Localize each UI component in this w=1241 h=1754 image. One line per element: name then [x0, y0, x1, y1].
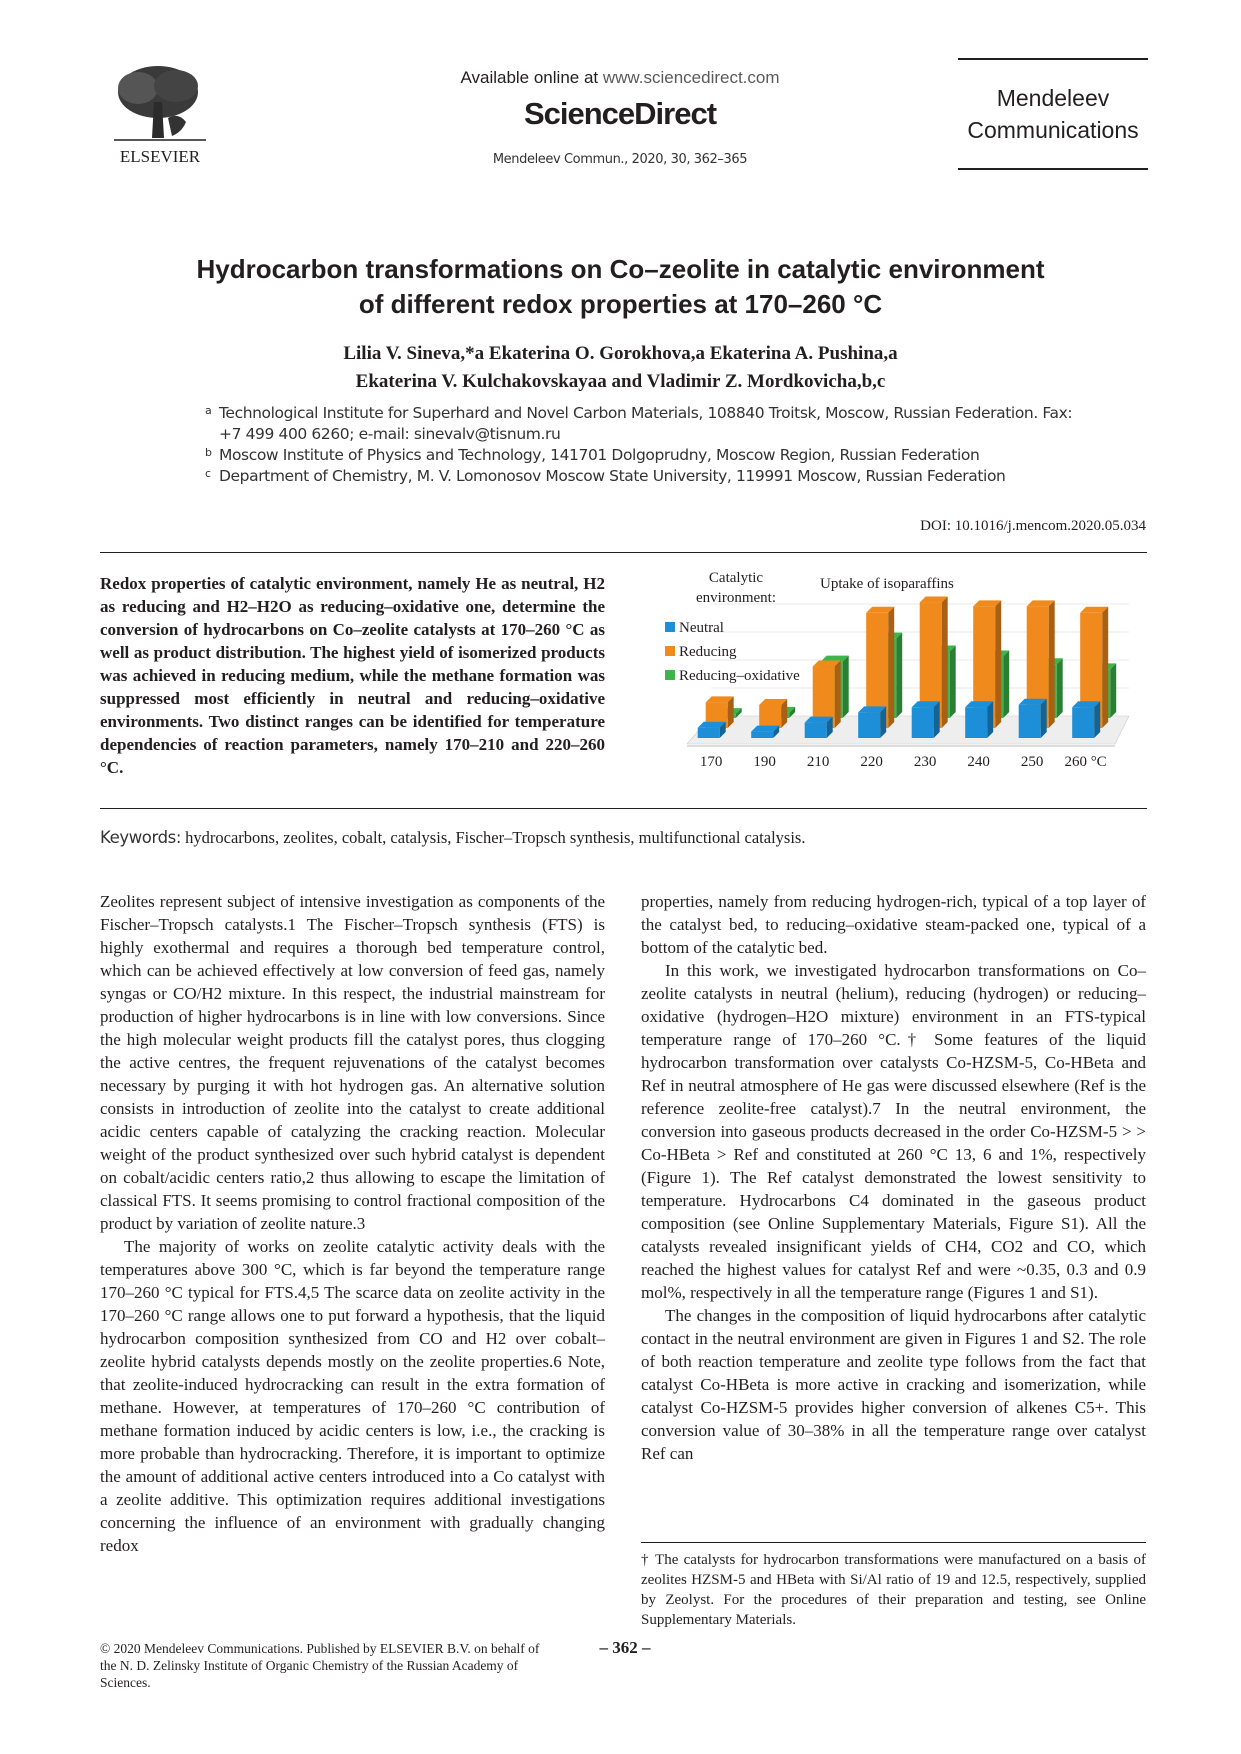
article-title	[100, 252, 1141, 322]
available-prefix: Available online at	[460, 68, 603, 87]
bar-neutral-240	[965, 701, 993, 738]
bar-reducing-190	[759, 699, 787, 728]
keywords	[100, 828, 1147, 848]
journal-masthead	[958, 58, 1148, 170]
title-line2: of different redox properties at 170–260 °C	[358, 289, 883, 319]
page-number: – 362 –	[599, 1638, 651, 1657]
authors-line2: Ekaterina V. Kulchakovskayaa and Vladimir Z. Mordkovicha,b,c	[355, 371, 886, 392]
keywords-label: Keywords:	[100, 828, 182, 847]
x-tick-label: 240	[967, 754, 990, 770]
abstract-text: Redox properties of catalytic environment, namely He as neutral, H2 as reducing and H2–H2O as reducing–oxidative one, determine the conversion of hydrocarbons on Co–zeolite catalysts at 170–260 °C as well as product distribution. The highest yield of isomerized products was achieved in reducing medium, while the methane formation was suppressed most efficiently in neutral and reducing–oxidative environments. Two distinct ranges can be identified for temperature dependencies of reaction parameters, namely 170–210 and 220–260 °C.	[100, 574, 605, 777]
available-online	[420, 68, 820, 88]
journal-citation: Mendeleev Commun., 2020, 30, 362–365	[492, 152, 748, 167]
x-tick-label: 260 °C	[1064, 754, 1107, 770]
title-line1: Hydrocarbon transformations on Co–zeolite in catalytic environment	[196, 254, 1045, 284]
doi-link[interactable]: DOI: 10.1016/j.mencom.2020.05.034	[920, 518, 1146, 534]
affiliations	[205, 403, 1085, 487]
sciencedirect-logo: ScienceDirect	[523, 96, 717, 131]
bar-neutral-220	[858, 706, 886, 738]
affiliation-a: a Technological Institute for Superhard and Novel Carbon Materials, 108840 Troitsk, Moscow, Russian Federation. Fax: +7 499 400 6260; e-mail: sinevalv@tisnum.ru	[205, 404, 1073, 443]
abstract-top-rule	[100, 552, 1147, 553]
affiliation-c: c Department of Chemistry, M. V. Lomonosov Moscow State University, 119991 Moscow, Russian Federation	[205, 467, 1006, 485]
x-tick-label: 250	[1020, 754, 1044, 770]
x-tick-label: 210	[806, 754, 830, 770]
authors-line1: Lilia V. Sineva,*a Ekaterina O. Gorokhova,a Ekaterina A. Pushina,a	[343, 343, 898, 364]
footnote: † The catalysts for hydrocarbon transformations were manufactured on a basis of zeolites HZSM-5 and HBeta with Si/Al ratio of 19 and 12.5, respectively, supplied by Zeolyst. For the procedures of their preparation and testing, see Online Supplementary Materials.	[641, 1552, 1146, 1628]
keywords-list: hydrocarbons, zeolites, cobalt, catalysis, Fischer–Tropsch synthesis, multifunctional catalysis.	[181, 828, 806, 847]
x-tick-label: 190	[753, 754, 776, 770]
x-tick-label: 170	[699, 754, 723, 770]
bar-neutral-190	[751, 726, 779, 738]
publisher-name: ELSEVIER	[119, 147, 201, 166]
paragraph: In this work, we investigated hydrocarbon transformations on Co–zeolite catalysts in neutral (helium), reducing (hydrogen) or reducing–oxidative (hydrogen–H2O mixture) environment in an FTS-typical temperature range of 170–260 °C.† Some features of the liquid hydrocarbon transformation over catalysts Co-HZSM-5, Co-HBeta and Ref in neutral atmosphere of He gas were discussed elsewhere (Ref is the reference zeolite-free catalyst).7 In the neutral environment, the conversion into gaseous products decreased in the order Co-HZSM-5 > > Co-HBeta > Ref and constituted at 260 °C 13, 6 and 1%, respectively (Figure 1). The Ref catalyst demonstrated the lowest sensitivity to temperature. Hydrocarbons C4 dominated in the gaseous product composition (see Online Supplementary Materials, Figure S1). All the catalysts revealed insignificant yields of CH4, CO2 and CO, which reached the highest values for catalyst Ref and were ~0.35, 0.3 and 0.9 mol%, respectively in all the temperature range (Figures 1 and S1).	[641, 961, 1146, 1302]
legend-swatch-neutral	[665, 622, 675, 632]
footnote-rule	[641, 1542, 1146, 1543]
paragraph: The changes in the composition of liquid hydrocarbons after catalytic contact in the neutral environment are given in Figures 1 and S2. The role of both reaction temperature and zeolite type follows from the fact that catalyst Co-HBeta is more active in cracking and isomerization, while catalyst Co-HZSM-5 provides higher conversion of alkenes C5+. This conversion value of 30–38% in all the temperature range over catalyst Ref can	[641, 1306, 1146, 1463]
bar-neutral-210	[805, 717, 833, 738]
sciencedirect-link[interactable]: www.sciencedirect.com	[602, 68, 780, 87]
bar-neutral-170	[698, 722, 726, 738]
legend-item-neutral: Neutral	[665, 620, 724, 637]
graphical-abstract-chart	[645, 568, 1150, 801]
journal-name	[958, 82, 1148, 146]
abstract-bottom-rule	[100, 808, 1147, 809]
legend-swatch-reducing-oxidative	[665, 670, 675, 680]
elsevier-logo	[108, 58, 212, 168]
bar-neutral-260	[1072, 701, 1100, 738]
bar-neutral-250	[1019, 699, 1047, 738]
body-left-column	[100, 890, 605, 1557]
x-tick-label: 230	[913, 754, 937, 770]
legend-item-reducing-oxidative: Reducing–oxidative	[665, 668, 800, 685]
paragraph: The majority of works on zeolite catalytic activity deals with the temperatures above 300 °C, which is far beyond the temperature range 170–260 °C typical for FTS.4,5 The scarce data on zeolite activity in the 170–260 °C range allows one to put forward a hypothesis, that the liquid hydrocarbon composition synthesized from CO and H2 over cobalt–zeolite hybrid catalysts depends mostly on the zeolite properties.6 Note, that zeolite-induced hydrocracking can result in the extra formation of methane. However, at temperatures of 170–260 °C contribution of methane formation induced by acidic centers is low, i.e., the cracking is more probable than hydrocracking. Therefore, it is important to optimize the amount of additional active centers introduced into a Co catalyst with a zeolite additive. This optimization requires additional investigations concerning the influence of an environment with gradually changing redox	[100, 1237, 605, 1555]
chart-title: Uptake of isoparaffins	[820, 576, 954, 592]
copyright-notice: © 2020 Mendeleev Communications. Published by ELSEVIER B.V. on behalf of the N. D. Zelinsky Institute of Organic Chemistry of the Russian Academy of Sciences.	[100, 1641, 540, 1690]
bar-neutral-230	[912, 701, 940, 738]
paragraph: Zeolites represent subject of intensive investigation as components of the Fischer–Tropsch catalysts.1 The Fischer–Tropsch synthesis (FTS) is highly exothermal and requires a thorough bed temperature control, which can be achieved effectively at low conversion of feed gas, namely syngas or CO/H2 mixture. In this respect, the industrial mainstream for production of higher hydrocarbons is in line with low conversions. Since the high molecular weight products fill the catalyst pores, thus clogging the active centres, the frequent rejuvenations of the catalyst becomes necessary by purging it with hot hydrogen gas. An alternative solution consists in introduction of zeolite into the catalyst to create additional acidic centers capable of catalyzing the cracking reaction. Molecular weight of the product synthesized over such hybrid catalyst is dependent on cobalt/acidic centers ratio,2 thus allowing to escape the limitation of classical FTS. It seems promising to control fractional composition of the product by variation of zeolite nature.3	[100, 892, 605, 1233]
author-list	[100, 340, 1141, 396]
body-right-column	[641, 890, 1146, 1465]
paragraph: properties, namely from reducing hydrogen-rich, typical of a top layer of the catalyst bed, to reducing–oxidative steam-packed one, typical of a bottom of the catalytic bed.	[641, 892, 1146, 957]
journal-name-line1: Mendeleev	[996, 85, 1110, 111]
elsevier-tree-icon	[108, 58, 212, 168]
x-tick-label: 220	[860, 754, 883, 770]
journal-name-line2: Communications	[967, 117, 1139, 143]
affiliation-b: b Moscow Institute of Physics and Technology, 141701 Dolgoprudny, Moscow Region, Russian Federation	[205, 446, 980, 464]
legend-title: Catalytic environment:	[696, 570, 776, 606]
legend-item-reducing: Reducing	[665, 644, 737, 661]
legend-swatch-reducing	[665, 646, 675, 656]
